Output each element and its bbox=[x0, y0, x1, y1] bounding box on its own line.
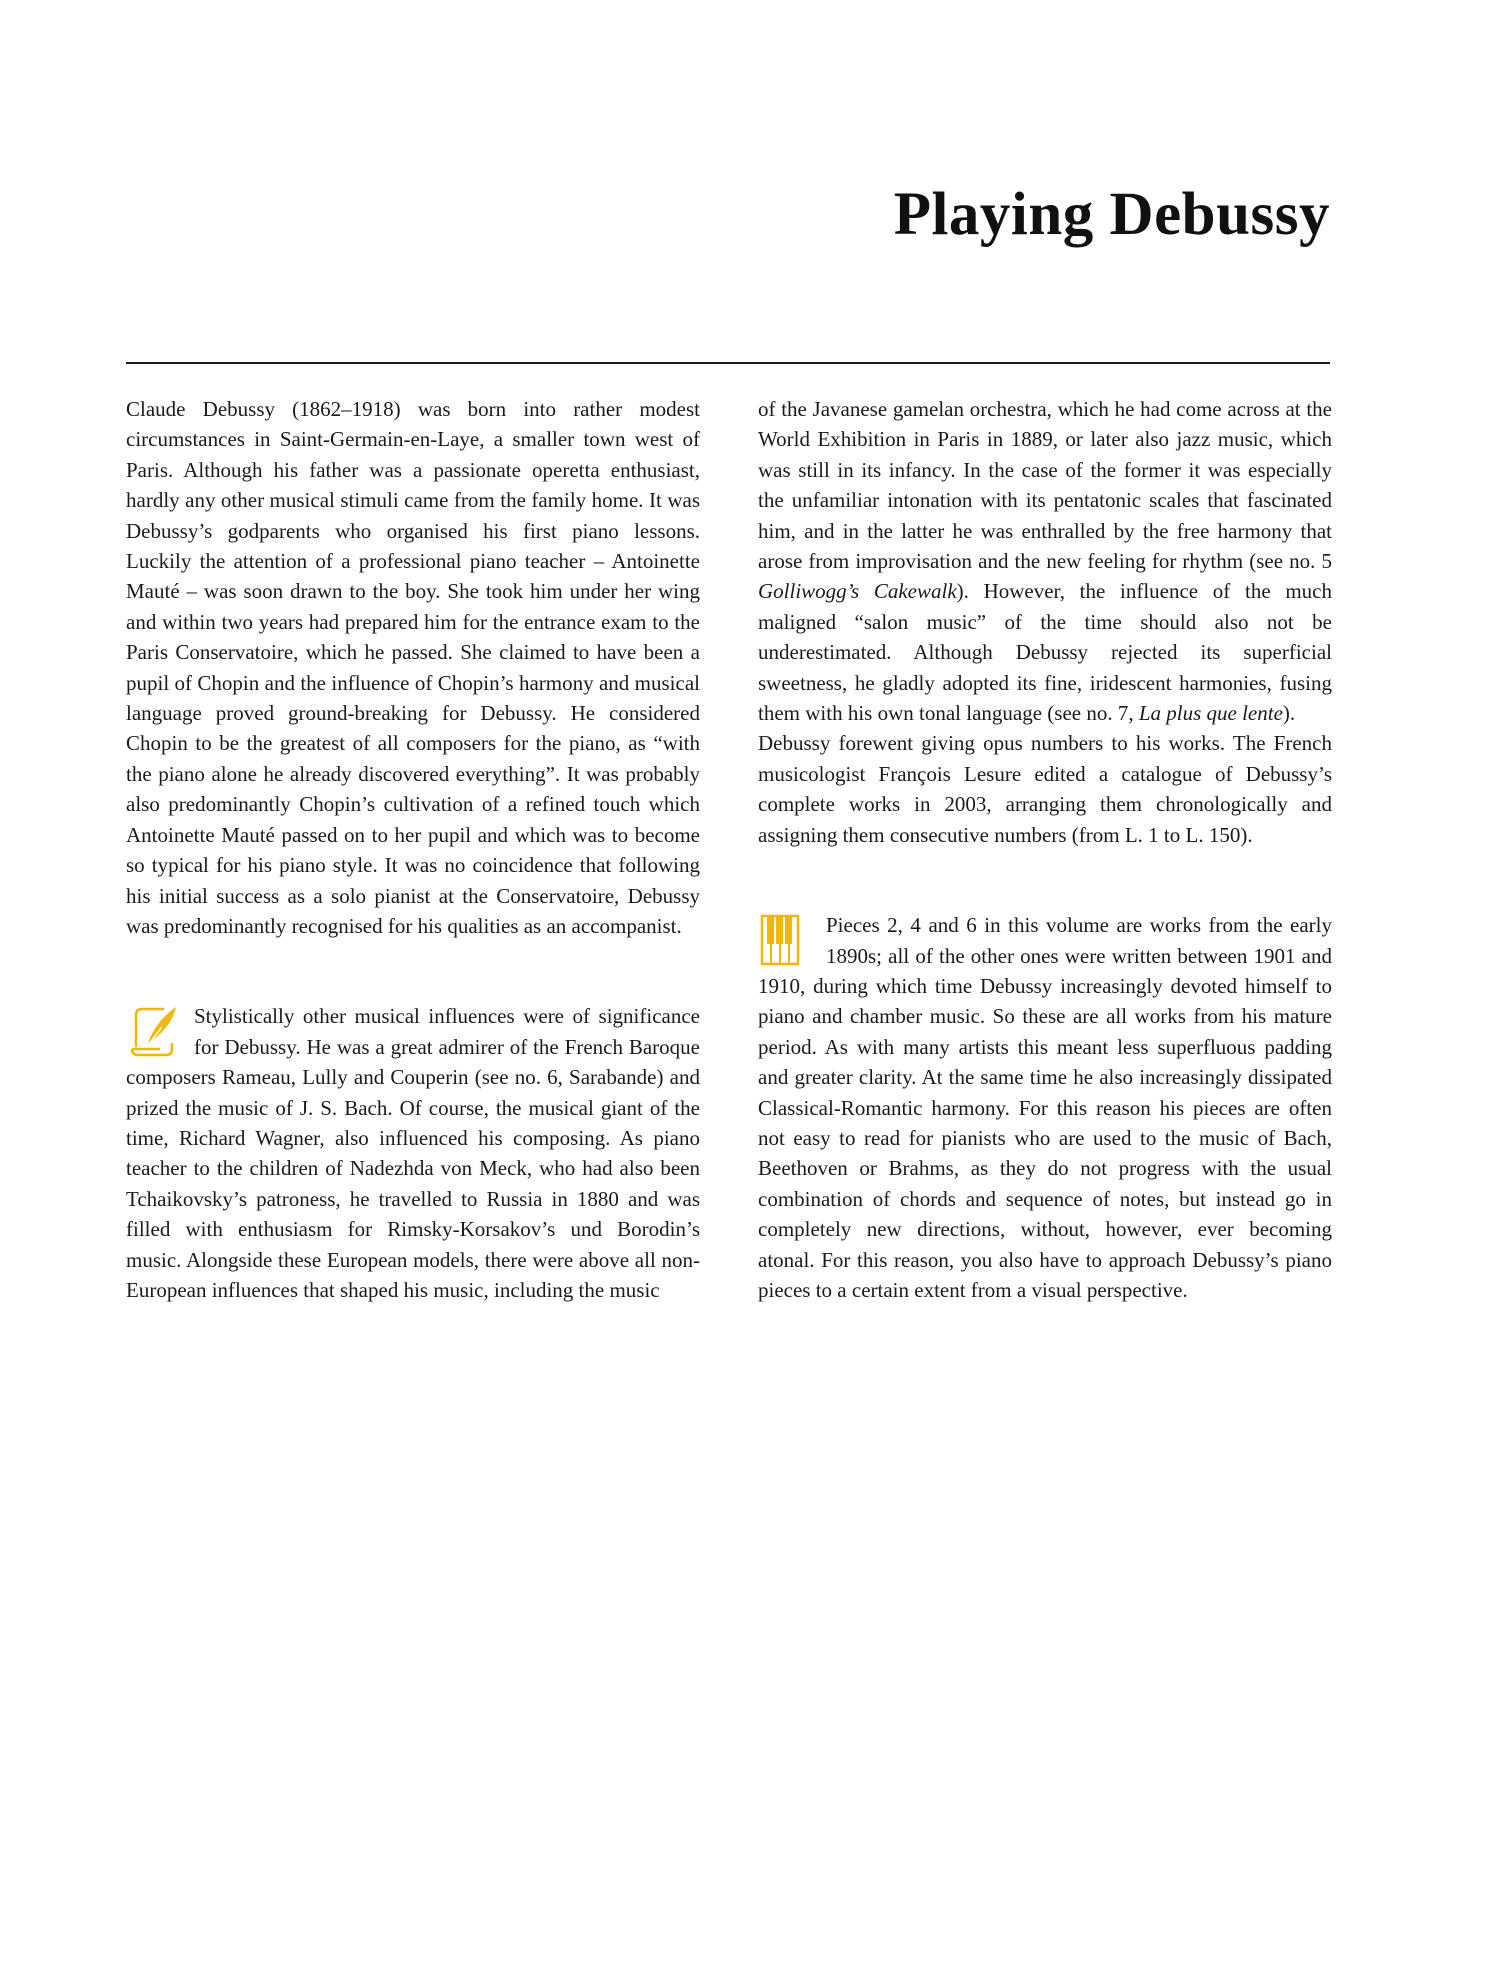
quill-scroll-icon bbox=[126, 1003, 186, 1059]
title-divider bbox=[126, 362, 1330, 364]
influences-text: Stylistically other musical influences were of significance for Debussy. He was a great admirer of the French Baroque composers Rameau, Lully and Couperin (see no. 6, Sarabande) and prized the music of J. S. Bach. Of course, the musical giant of the time, Richard Wagner, also influenced his composing. As piano teacher to the children of Nadezhda von Meck, who had also been Tchaikovsky’s patroness, he travelled to Russia in 1880 and was filled with enthusiasm for Rimsky-Korsakov’s und Borodin’s music. Alongside these European models, there were above all non-European influences that shaped his music, including the music bbox=[126, 1004, 700, 1302]
gamelan-paragraph: of the Javanese gamelan orchestra, which he had come across at the World Exhibition in Paris in 1889, or later also jazz music, which was still in its infancy. In the case of the former it was especially the unfamiliar intonation with its pentatonic scales that fascinated him, and in the latter he was enthralled by the free harmony that arose from improvisation and the new feeling for rhythm (see no. 5 Golliwogg’s Cakewalk). However, the influence of the much maligned “salon music” of the time should also not be underestimated. Although Debussy rejected its superficial sweetness, he gladly adopted its fine, iridescent harmonies, fusing them with his own tonal language (see no. 7, La plus que lente). bbox=[758, 397, 1332, 726]
piano-keys-icon bbox=[758, 912, 818, 968]
right-column bbox=[758, 394, 1332, 1305]
mature-period-text: Pieces 2, 4 and 6 in this volume are works from the early 1890s; all of the other ones were written between 1901 and 1910, during which time Debussy increasingly devoted himself to piano and chamber music. So these are all works from his mature period. As with many artists this meant less superfluous padding and greater clarity. At the same time he also increasingly dissipated Classical-Romantic harmony. For this reason his pieces are often not easy to read for pianists who are used to the music of Bach, Beethoven or Brahms, as they do not progress with the usual combination of chords and sequence of notes, but instead go in completely new directions, without, however, ever becoming atonal. For this reason, you also have to approach Debussy’s piano pieces to a certain extent from a visual perspective. bbox=[758, 913, 1332, 1302]
mature-period-paragraph bbox=[758, 910, 1332, 1305]
piece-title-la-plus-que-lente: La plus que lente bbox=[1138, 701, 1283, 726]
intro-paragraph: Claude Debussy (1862–1918) was born into rather modest circumstances in Saint-Germain-en-Laye, a smaller town west of Paris. Although his father was a passionate operetta enthusiast, hardly any other musical stimuli came from the family home. It was Debussy’s godparents who organised his first piano lessons. Luckily the attention of a professional piano teacher – Antoinette Mauté – was soon drawn to the boy. She took him under her wing and within two years had prepared him for the entrance exam to the Paris Conservatoire, which he passed. She claimed to have been a pupil of Chopin and the influence of Chopin’s harmony and musical language proved ground-breaking for Debussy. He considered Chopin to be the greatest of all composers for the piano, as “with the piano alone he already discovered everything”. It was probably also predominantly Chopin’s cultivation of a refined touch which Antoinette Mauté passed on to her pupil and which was to become so typical for his piano style. It was no coincidence that following his initial success as a solo pianist at the Conservatoire, Debussy was predominantly recognised for his qualities as an accompanist. bbox=[126, 397, 700, 938]
influences-paragraph bbox=[126, 1001, 700, 1305]
piece-title-golliwogg: Golliwogg’s Cakewalk bbox=[758, 579, 957, 604]
page-title: Playing Debussy bbox=[893, 181, 1330, 248]
left-column bbox=[126, 394, 700, 1305]
catalogue-paragraph: Debussy forewent giving opus numbers to his works. The French musicologist François Lesure edited a catalogue of Debussy’s complete works in 2003, arranging them chronologically and assigning them consecutive numbers (from L. 1 to L. 150). bbox=[758, 731, 1332, 847]
